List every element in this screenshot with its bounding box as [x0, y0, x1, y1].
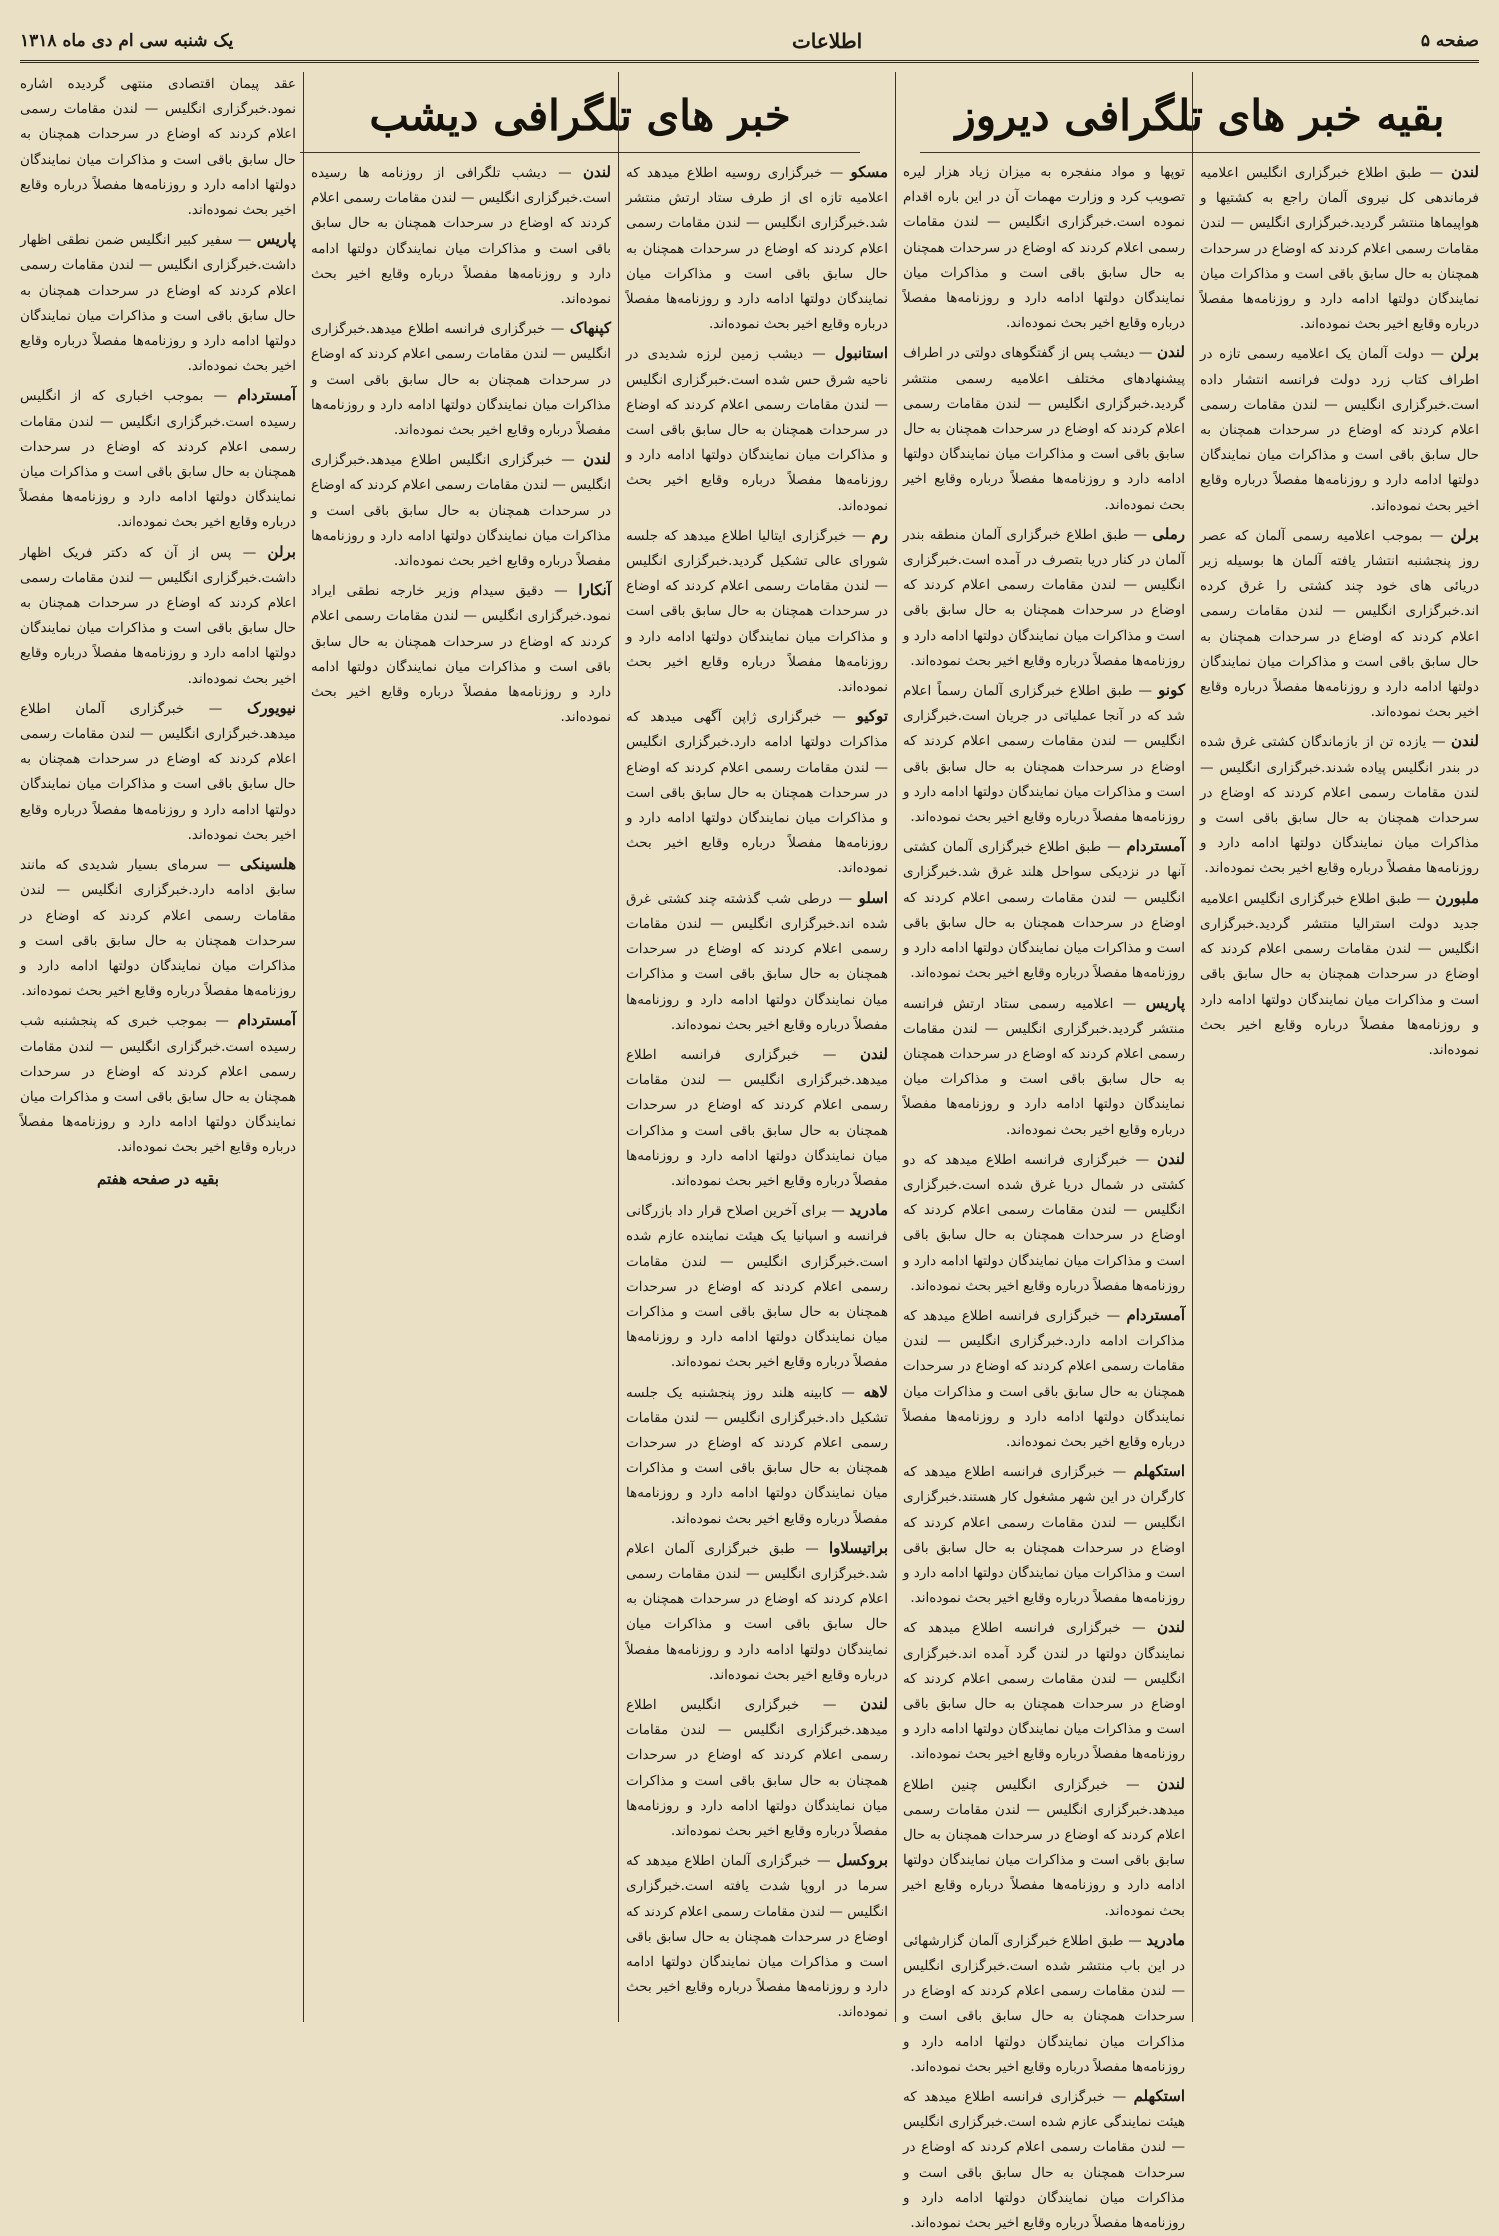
news-dateline: لندن — [1157, 1774, 1186, 1793]
news-dateline: ملبورن — [1435, 888, 1479, 907]
news-text: خبرگزاری انگلیس اطلاع میدهد. — [626, 1696, 888, 1739]
news-text: سرمای بسیار شدیدی که مانند سابق ادامه دارد. — [20, 857, 296, 899]
news-item: لندن — یازده تن از بازماندگان کشتی غرق شده در بندر انگلیس پیاده شدند. خبرگزاری انگلیس — لندن مقامات رسمی اعلام کردند که اوضاع در سرحدات همچنان به حال سابق باقی است و مذاکرات میان نمایندگان دولتها ادامه دارد و روزنامه‌ها مفصلاً درباره وقایع اخیر بحث نموده‌اند. — [1200, 729, 1479, 881]
news-dateline: مسکو — [850, 163, 888, 181]
news-item: آمستردام — خبرگزاری فرانسه اطلاع میدهد که مذاکرات ادامه دارد. خبرگزاری انگلیس — لندن مقامات رسمی اعلام کردند که اوضاع در سرحدات همچنان به حال سابق باقی است و مذاکرات میان نمایندگان دولتها ادامه دارد و روزنامه‌ها مفصلاً درباره وقایع اخیر بحث نموده‌اند. — [903, 1303, 1185, 1455]
news-text: خبرگزاری فرانسه اطلاع میدهد که هیئت نمایندگی عازم شده است. — [903, 2089, 1186, 2131]
news-text: خبرگزاری انگلیس چنین اطلاع میدهد. — [903, 1776, 1185, 1818]
headline-yesterday: بقیه خبر های تلگرافی دیروز — [955, 91, 1445, 140]
news-text: دیشب تلگرافی از روزنامه ها رسیده است. — [311, 165, 611, 207]
news-item: لندن — دیشب تلگرافی از روزنامه ها رسیده است. خبرگزاری انگلیس — لندن مقامات رسمی اعلام کردند که اوضاع در سرحدات همچنان به حال سابق باقی است و مذاکرات میان نمایندگان دولتها ادامه دارد و روزنامه‌ها مفصلاً درباره وقایع اخیر بحث نموده‌اند. — [311, 160, 611, 312]
news-item — [903, 160, 1185, 336]
news-item: آمستردام — بموجب اخباری که از انگلیس رسیده است. خبرگزاری انگلیس — لندن مقامات رسمی اعلام کردند که اوضاع در سرحدات همچنان به حال سابق باقی است و مذاکرات میان نمایندگان دولتها ادامه دارد و روزنامه‌ها مفصلاً درباره وقایع اخیر بحث نموده‌اند. — [20, 383, 296, 535]
news-item: نیویورک — خبرگزاری آلمان اطلاع میدهد. خبرگزاری انگلیس — لندن مقامات رسمی اعلام کردند که اوضاع در سرحدات همچنان به حال سابق باقی است و مذاکرات میان نمایندگان دولتها ادامه دارد و روزنامه‌ها مفصلاً درباره وقایع اخیر بحث نموده‌اند. — [20, 696, 296, 848]
news-dateline: لاهه — [863, 1382, 888, 1401]
page-number: صفحه ۵ — [1420, 31, 1479, 51]
column-4 — [311, 160, 611, 2020]
news-dateline: لندن — [583, 163, 611, 181]
news-dateline: آنکارا — [578, 581, 611, 600]
headline-underline — [920, 152, 1480, 153]
news-item: لاهه — کابینه هلند روز پنجشنبه یک جلسه تشکیل داد. خبرگزاری انگلیس — لندن مقامات رسمی اعلام کردند که اوضاع در سرحدات همچنان به حال سابق باقی است و مذاکرات میان نمایندگان دولتها ادامه دارد و روزنامه‌ها مفصلاً درباره وقایع اخیر بحث نموده‌اند. — [626, 1380, 888, 1532]
news-dateline: آمستردام — [1126, 1305, 1185, 1324]
news-dateline: استکهلم — [1133, 2087, 1185, 2106]
news-item: برلن — دولت آلمان یک اعلامیه رسمی تازه در اطراف کتاب زرد دولت فرانسه انتشار داده است. خبرگزاری انگلیس — لندن مقامات رسمی اعلام کردند که اوضاع در سرحدات همچنان به حال سابق باقی است و مذاکرات میان نمایندگان دولتها ادامه دارد و روزنامه‌ها مفصلاً درباره وقایع اخیر بحث نموده‌اند. — [1200, 341, 1479, 518]
news-dateline: لندن — [1156, 1149, 1185, 1168]
news-text: خبرگزاری ایتالیا اطلاع میدهد که جلسه شورای عالی تشکیل گردید. — [626, 527, 889, 570]
news-text: طبق اطلاع خبرگزاری آلمان رسماً اعلام شد که در آنجا عملیاتی در جریان است. — [903, 683, 1185, 725]
news-item: لندن — خبرگزاری انگلیس اطلاع میدهد. خبرگزاری انگلیس — لندن مقامات رسمی اعلام کردند که اوضاع در سرحدات همچنان به حال سابق باقی است و مذاکرات میان نمایندگان دولتها ادامه دارد و روزنامه‌ها مفصلاً درباره وقایع اخیر بحث نموده‌اند. — [311, 447, 611, 574]
news-item: هلسینکی — سرمای بسیار شدیدی که مانند سابق ادامه دارد. خبرگزاری انگلیس — لندن مقامات رسمی اعلام کردند که اوضاع در سرحدات همچنان به حال سابق باقی است و مذاکرات میان نمایندگان دولتها ادامه دارد و روزنامه‌ها مفصلاً درباره وقایع اخیر بحث نموده‌اند. — [20, 852, 296, 1004]
news-dateline: لندن — [860, 1044, 888, 1063]
news-dateline: استکهلم — [1133, 1462, 1185, 1481]
news-dateline: اسلو — [858, 888, 888, 907]
news-item: مادرید — برای آخرین اصلاح قرار داد بازرگانی فرانسه و اسپانیا یک هیئت نماینده عازم شده است. خبرگزاری انگلیس — لندن مقامات رسمی اعلام کردند که اوضاع در سرحدات همچنان به حال سابق باقی است و مذاکرات میان نمایندگان دولتها ادامه دارد و روزنامه‌ها مفصلاً درباره وقایع اخیر بحث نموده‌اند. — [626, 1198, 888, 1375]
news-item: رم — خبرگزاری ایتالیا اطلاع میدهد که جلسه شورای عالی تشکیل گردید. خبرگزاری انگلیس — لندن مقامات رسمی اعلام کردند که اوضاع در سرحدات همچنان به حال سابق باقی است و مذاکرات میان نمایندگان دولتها ادامه دارد و روزنامه‌ها مفصلاً درباره وقایع اخیر بحث نموده‌اند. — [626, 523, 888, 700]
news-text: اعلامیه رسمی ستاد ارتش فرانسه منتشر گردید. — [903, 995, 1185, 1037]
news-dateline: آمستردام — [237, 386, 296, 405]
news-dateline: رملی — [1152, 524, 1185, 543]
news-item: استکهلم — خبرگزاری فرانسه اطلاع میدهد که هیئت نمایندگی عازم شده است. خبرگزاری انگلیس — لندن مقامات رسمی اعلام کردند که اوضاع در سرحدات همچنان به حال سابق باقی است و مذاکرات میان نمایندگان دولتها ادامه دارد و روزنامه‌ها مفصلاً درباره وقایع اخیر بحث نموده‌اند. — [903, 2084, 1185, 2236]
headline-underline — [300, 152, 860, 153]
news-dateline: نیویورک — [246, 698, 296, 717]
news-item: اسلو — درطی شب گذشته چند کشتی غرق شده اند. خبرگزاری انگلیس — لندن مقامات رسمی اعلام کردند که اوضاع در سرحدات همچنان به حال سابق باقی است و مذاکرات میان نمایندگان دولتها ادامه دارد و روزنامه‌ها مفصلاً درباره وقایع اخیر بحث نموده‌اند. — [626, 886, 888, 1038]
news-item: پاریس — سفیر کبیر انگلیس ضمن نطقی اظهار داشت. خبرگزاری انگلیس — لندن مقامات رسمی اعلام کردند که اوضاع در سرحدات همچنان به حال سابق باقی است و مذاکرات میان نمایندگان دولتها ادامه دارد و روزنامه‌ها مفصلاً درباره وقایع اخیر بحث نموده‌اند. — [20, 227, 296, 379]
news-item: برلن — بموجب اعلامیه رسمی آلمان که عصر روز پنجشنبه انتشار یافته آلمان ها بوسیله زیر دریائی های خود چند کشتی را غرق کرده اند. خبرگزاری انگلیس — لندن مقامات رسمی اعلام کردند که اوضاع در سرحدات همچنان به حال سابق باقی است و مذاکرات میان نمایندگان دولتها ادامه دارد و روزنامه‌ها مفصلاً درباره وقایع اخیر بحث نموده‌اند. — [1200, 523, 1479, 726]
news-text: یازده تن از بازماندگان کشتی غرق شده در بندر انگلیس پیاده شدند. — [1200, 734, 1479, 776]
column-rule — [1192, 72, 1193, 2022]
news-text: بموجب اعلامیه رسمی آلمان که عصر روز پنجشنبه انتشار یافته آلمان ها بوسیله زیر دریائی های خود چند کشتی را غرق کرده اند. — [1200, 527, 1479, 620]
news-item — [20, 72, 296, 223]
news-dateline: آمستردام — [237, 1011, 296, 1030]
news-item: لندن — خبرگزاری فرانسه اطلاع میدهد. خبرگزاری انگلیس — لندن مقامات رسمی اعلام کردند که اوضاع در سرحدات همچنان به حال سابق باقی است و مذاکرات میان نمایندگان دولتها ادامه دارد و روزنامه‌ها مفصلاً درباره وقایع اخیر بحث نموده‌اند. — [626, 1042, 888, 1194]
column-1 — [1200, 160, 1479, 2020]
news-dateline: لندن — [1156, 343, 1185, 362]
column-3 — [626, 160, 888, 2020]
news-item: کونو — طبق اطلاع خبرگزاری آلمان رسماً اعلام شد که در آنجا عملیاتی در جریان است. خبرگزاری انگلیس — لندن مقامات رسمی اعلام کردند که اوضاع در سرحدات همچنان به حال سابق باقی است و مذاکرات میان نمایندگان دولتها ادامه دارد و روزنامه‌ها مفصلاً درباره وقایع اخیر بحث نموده‌اند. — [903, 678, 1185, 830]
news-item: استانبول — دیشب زمین لرزه شدیدی در ناحیه شرق حس شده است. خبرگزاری انگلیس — لندن مقامات رسمی اعلام کردند که اوضاع در سرحدات همچنان به حال سابق باقی است و مذاکرات میان نمایندگان دولتها ادامه دارد و روزنامه‌ها مفصلاً درباره وقایع اخیر بحث نموده‌اند. — [626, 341, 888, 518]
news-text: خبرگزاری فرانسه اطلاع میدهد که دو کشتی در شمال دریا غرق شده است. — [903, 1151, 1185, 1193]
news-item: برلن — پس از آن که دکتر فریک اظهار داشت. خبرگزاری انگلیس — لندن مقامات رسمی اعلام کردند که اوضاع در سرحدات همچنان به حال سابق باقی است و مذاکرات میان نمایندگان دولتها ادامه دارد و روزنامه‌ها مفصلاً درباره وقایع اخیر بحث نموده‌اند. — [20, 540, 296, 692]
news-text: طبق اطلاع خبرگزاری آلمان منطقه بندر آلمان در کنار دریا بتصرف در آمده است. — [903, 526, 1185, 569]
news-item: لندن — خبرگزاری فرانسه اطلاع میدهد که دو کشتی در شمال دریا غرق شده است. خبرگزاری انگلیس — لندن مقامات رسمی اعلام کردند که اوضاع در سرحدات همچنان به حال سابق باقی است و مذاکرات میان نمایندگان دولتها ادامه دارد و روزنامه‌ها مفصلاً درباره وقایع اخیر بحث نموده‌اند. — [903, 1147, 1185, 1299]
news-item: توکیو — خبرگزاری ژاپن آگهی میدهد که مذاکرات دولتها ادامه دارد. خبرگزاری انگلیس — لندن مقامات رسمی اعلام کردند که اوضاع در سرحدات همچنان به حال سابق باقی است و مذاکرات میان نمایندگان دولتها ادامه دارد و روزنامه‌ها مفصلاً درباره وقایع اخیر بحث نموده‌اند. — [626, 704, 888, 881]
news-dateline: لندن — [1451, 732, 1479, 751]
news-dateline: مادرید — [1146, 1930, 1185, 1949]
news-dateline: استانبول — [834, 344, 888, 363]
news-text: عقد پیمان اقتصادی منتهی گردیده اشاره نمود. — [20, 76, 296, 118]
column-rule — [895, 72, 896, 2022]
news-dateline: کونو — [1158, 681, 1185, 700]
news-item: ملبورن — طبق اطلاع خبرگزاری انگلیس اعلامیه جدید دولت استرالیا منتشر گردید. خبرگزاری انگلیس — لندن مقامات رسمی اعلام کردند که اوضاع در سرحدات همچنان به حال سابق باقی است و مذاکرات میان نمایندگان دولتها ادامه دارد و روزنامه‌ها مفصلاً درباره وقایع اخیر بحث نموده‌اند. — [1200, 886, 1479, 1063]
news-dateline: براتیسلاوا — [828, 1538, 888, 1557]
continued-note: بقیه در صفحه هفتم — [97, 1169, 219, 1188]
news-text: خبرگزاری ژاپن آگهی میدهد که مذاکرات دولتها ادامه دارد. — [626, 709, 888, 751]
news-text: بموجب خبری که پنجشنبه شب رسیده است. — [20, 1013, 296, 1055]
news-dateline: برلن — [1450, 525, 1479, 544]
news-text: برای آخرین اصلاح قرار داد بازرگانی فرانسه و اسپانیا یک هیئت نماینده عازم شده است. — [626, 1203, 888, 1270]
news-text: کابینه هلند روز پنجشنبه یک جلسه تشکیل داد. — [626, 1384, 888, 1426]
headline-lastnight: خبر های تلگرافی دیشب — [369, 91, 791, 140]
news-item: مسکو — خبرگزاری روسیه اطلاع میدهد که اعلامیه تازه ای از طرف ستاد ارتش منتشر شد. خبرگزاری انگلیس — لندن مقامات رسمی اعلام کردند که اوضاع در سرحدات همچنان به حال سابق باقی است و مذاکرات میان نمایندگان دولتها ادامه دارد و روزنامه‌ها مفصلاً درباره وقایع اخیر بحث نموده‌اند. — [626, 160, 888, 337]
news-text: دقیق سیدام وزیر خارجه نطقی ایراد نمود. — [311, 583, 611, 625]
news-item: براتیسلاوا — طبق خبرگزاری آلمان اعلام شد. خبرگزاری انگلیس — لندن مقامات رسمی اعلام کردند که اوضاع در سرحدات همچنان به حال سابق باقی است و مذاکرات میان نمایندگان دولتها ادامه دارد و روزنامه‌ها مفصلاً درباره وقایع اخیر بحث نموده‌اند. — [626, 1536, 888, 1688]
news-item: آنکارا — دقیق سیدام وزیر خارجه نطقی ایراد نمود. خبرگزاری انگلیس — لندن مقامات رسمی اعلام کردند که اوضاع در سرحدات همچنان به حال سابق باقی است و مذاکرات میان نمایندگان دولتها ادامه دارد و روزنامه‌ها مفصلاً درباره وقایع اخیر بحث نموده‌اند. — [311, 578, 611, 730]
news-item: لندن — خبرگزاری انگلیس اطلاع میدهد. خبرگزاری انگلیس — لندن مقامات رسمی اعلام کردند که اوضاع در سرحدات همچنان به حال سابق باقی است و مذاکرات میان نمایندگان دولتها ادامه دارد و روزنامه‌ها مفصلاً درباره وقایع اخیر بحث نموده‌اند. — [626, 1692, 888, 1844]
news-text: خبرگزاری روسیه اطلاع میدهد که اعلامیه تازه ای از طرف ستاد ارتش منتشر شد. — [626, 165, 888, 232]
news-item: لندن — خبرگزاری انگلیس چنین اطلاع میدهد. خبرگزاری انگلیس — لندن مقامات رسمی اعلام کردند که اوضاع در سرحدات همچنان به حال سابق باقی است و مذاکرات میان نمایندگان دولتها ادامه دارد و روزنامه‌ها مفصلاً درباره وقایع اخیر بحث نموده‌اند. — [903, 1772, 1185, 1924]
news-text: طبق اطلاع خبرگزاری آلمان گزارشهائی در این باب منتشر شده است. — [903, 1932, 1186, 1975]
news-text: دیشب پس از گفتگوهای دولتی در اطراف پیشنهادهای مختلف اعلامیه رسمی منتشر گردید. — [903, 345, 1185, 412]
news-text: توپها و مواد منفجره به میزان زیاد هزار لیره تصویب کرد و وزارت مهمات آن در این باره اقدام نموده است. — [903, 164, 1185, 231]
news-dateline: لندن — [583, 450, 611, 469]
news-item: لندن — دیشب پس از گفتگوهای دولتی در اطراف پیشنهادهای مختلف اعلامیه رسمی منتشر گردید. خبرگزاری انگلیس — لندن مقامات رسمی اعلام کردند که اوضاع در سرحدات همچنان به حال سابق باقی است و مذاکرات میان نمایندگان دولتها ادامه دارد و روزنامه‌ها مفصلاً درباره وقایع اخیر بحث نموده‌اند. — [903, 340, 1185, 517]
news-text: طبق اطلاع خبرگزاری انگلیس اعلامیه جدید دولت استرالیا منتشر گردید. — [1200, 890, 1479, 932]
news-text: طبق اطلاع خبرگزاری آلمان کشتی آنها در نزدیکی سواحل هلند غرق شد. — [903, 839, 1185, 881]
news-text: خبرگزاری آلمان اطلاع میدهد که سرما در اروپا شدت یافته است. — [626, 1853, 888, 1895]
news-dateline: پاریس — [256, 230, 296, 249]
news-dateline: مادرید — [849, 1201, 888, 1220]
news-item: رملی — طبق اطلاع خبرگزاری آلمان منطقه بندر آلمان در کنار دریا بتصرف در آمده است. خبرگزاری انگلیس — لندن مقامات رسمی اعلام کردند که اوضاع در سرحدات همچنان به حال سابق باقی است و مذاکرات میان نمایندگان دولتها ادامه دارد و روزنامه‌ها مفصلاً درباره وقایع اخیر بحث نموده‌اند. — [903, 522, 1185, 674]
column-rule — [618, 72, 619, 2022]
news-text: خبرگزاری فرانسه اطلاع میدهد که کارگران در این شهر مشغول کار هستند. — [903, 1464, 1185, 1506]
news-item: آمستردام — بموجب خبری که پنجشنبه شب رسیده است. خبرگزاری انگلیس — لندن مقامات رسمی اعلام کردند که اوضاع در سرحدات همچنان به حال سابق باقی است و مذاکرات میان نمایندگان دولتها ادامه دارد و روزنامه‌ها مفصلاً درباره وقایع اخیر بحث نموده‌اند. — [20, 1008, 296, 1160]
news-item: لندن — خبرگزاری فرانسه اطلاع میدهد که نمایندگان دولتها در لندن گرد آمده اند. خبرگزاری انگلیس — لندن مقامات رسمی اعلام کردند که اوضاع در سرحدات همچنان به حال سابق باقی است و مذاکرات میان نمایندگان دولتها ادامه دارد و روزنامه‌ها مفصلاً درباره وقایع اخیر بحث نموده‌اند. — [903, 1615, 1185, 1767]
news-dateline: بروکسل — [836, 1851, 888, 1870]
column-rule — [303, 72, 304, 2022]
news-text: دولت آلمان یک اعلامیه رسمی تازه در اطراف کتاب زرد دولت فرانسه انتشار داده است. — [1200, 346, 1479, 413]
news-item: کپنهاک — خبرگزاری فرانسه اطلاع میدهد. خبرگزاری انگلیس — لندن مقامات رسمی اعلام کردند که اوضاع در سرحدات همچنان به حال سابق باقی است و مذاکرات میان نمایندگان دولتها ادامه دارد و روزنامه‌ها مفصلاً درباره وقایع اخیر بحث نموده‌اند. — [311, 316, 611, 443]
news-text: خبرگزاری فرانسه اطلاع میدهد. — [626, 1046, 888, 1089]
news-dateline: لندن — [860, 1694, 888, 1713]
news-text: خبرگزاری فرانسه اطلاع میدهد که مذاکرات ادامه دارد. — [903, 1307, 1185, 1350]
page-header — [20, 22, 1479, 63]
news-text: طبق خبرگزاری آلمان اعلام شد. — [626, 1540, 888, 1582]
column-2 — [903, 160, 1186, 2131]
newspaper-name: اطلاعات — [791, 29, 863, 53]
news-dateline: پاریس — [1145, 993, 1185, 1012]
news-text: خبرگزاری فرانسه اطلاع میدهد. — [365, 321, 546, 338]
news-text: پس از آن که دکتر فریک اظهار داشت. — [20, 544, 296, 586]
news-dateline: لندن — [1450, 163, 1479, 181]
issue-date: یک شنبه سی ام دی ماه ۱۳۱۸ — [20, 31, 234, 51]
news-item: مادرید — طبق اطلاع خبرگزاری آلمان گزارشهائی در این باب منتشر شده است. خبرگزاری انگلیس — لندن مقامات رسمی اعلام کردند که اوضاع در سرحدات همچنان به حال سابق باقی است و مذاکرات میان نمایندگان دولتها ادامه دارد و روزنامه‌ها مفصلاً درباره وقایع اخیر بحث نموده‌اند. — [903, 1928, 1185, 2080]
news-dateline: توکیو — [856, 707, 888, 726]
news-dateline: لندن — [1156, 1618, 1185, 1637]
news-dateline: برلن — [267, 542, 296, 561]
news-item: لندن — طبق اطلاع خبرگزاری انگلیس اعلامیه فرماندهی کل نیروی آلمان راجع به کشتیها و هواپیماها منتشر گردید. خبرگزاری انگلیس — لندن مقامات رسمی اعلام کردند که اوضاع در سرحدات همچنان به حال سابق باقی است و مذاکرات میان نمایندگان دولتها ادامه دارد و روزنامه‌ها مفصلاً درباره وقایع اخیر بحث نموده‌اند. — [1200, 160, 1479, 337]
news-item: آمستردام — طبق اطلاع خبرگزاری آلمان کشتی آنها در نزدیکی سواحل هلند غرق شد. خبرگزاری انگلیس — لندن مقامات رسمی اعلام کردند که اوضاع در سرحدات همچنان به حال سابق باقی است و مذاکرات میان نمایندگان دولتها ادامه دارد و روزنامه‌ها مفصلاً درباره وقایع اخیر بحث نموده‌اند. — [903, 834, 1185, 986]
news-item: استکهلم — خبرگزاری فرانسه اطلاع میدهد که کارگران در این شهر مشغول کار هستند. خبرگزاری انگلیس — لندن مقامات رسمی اعلام کردند که اوضاع در سرحدات همچنان به حال سابق باقی است و مذاکرات میان نمایندگان دولتها ادامه دارد و روزنامه‌ها مفصلاً درباره وقایع اخیر بحث نموده‌اند. — [903, 1459, 1185, 1611]
news-item: بروکسل — خبرگزاری آلمان اطلاع میدهد که سرما در اروپا شدت یافته است. خبرگزاری انگلیس — لندن مقامات رسمی اعلام کردند که اوضاع در سرحدات همچنان به حال سابق باقی است و مذاکرات میان نمایندگان دولتها ادامه دارد و روزنامه‌ها مفصلاً درباره وقایع اخیر بحث نموده‌اند. — [626, 1848, 888, 2025]
news-dateline: رم — [871, 525, 888, 544]
news-text: دیشب زمین لرزه شدیدی در ناحیه شرق حس شده است. — [626, 346, 888, 388]
news-text: سفیر کبیر انگلیس ضمن نطقی اظهار داشت. — [20, 232, 296, 274]
news-dateline: آمستردام — [1126, 837, 1185, 856]
column-5 — [20, 72, 296, 2022]
news-dateline: کپنهاک — [569, 319, 611, 338]
news-dateline: برلن — [1450, 344, 1479, 363]
news-text: خبرگزاری انگلیس اطلاع میدهد. — [365, 452, 554, 469]
news-text: خبرگزاری آلمان اطلاع میدهد. — [20, 700, 296, 743]
news-item: پاریس — اعلامیه رسمی ستاد ارتش فرانسه منتشر گردید. خبرگزاری انگلیس — لندن مقامات رسمی اعلام کردند که اوضاع در سرحدات همچنان به حال سابق باقی است و مذاکرات میان نمایندگان دولتها ادامه دارد و روزنامه‌ها مفصلاً درباره وقایع اخیر بحث نموده‌اند. — [903, 991, 1185, 1143]
news-dateline: هلسینکی — [239, 855, 296, 874]
news-text: خبرگزاری فرانسه اطلاع میدهد که نمایندگان دولتها در لندن گرد آمده اند. — [903, 1620, 1185, 1662]
news-text: بموجب اخباری که از انگلیس رسیده است. — [20, 388, 296, 430]
news-text: درطی شب گذشته چند کشتی غرق شده اند. — [626, 890, 888, 932]
news-text: طبق اطلاع خبرگزاری انگلیس اعلامیه فرماندهی کل نیروی آلمان راجع به کشتیها و هواپیماها منتشر گردید. — [1200, 165, 1479, 232]
